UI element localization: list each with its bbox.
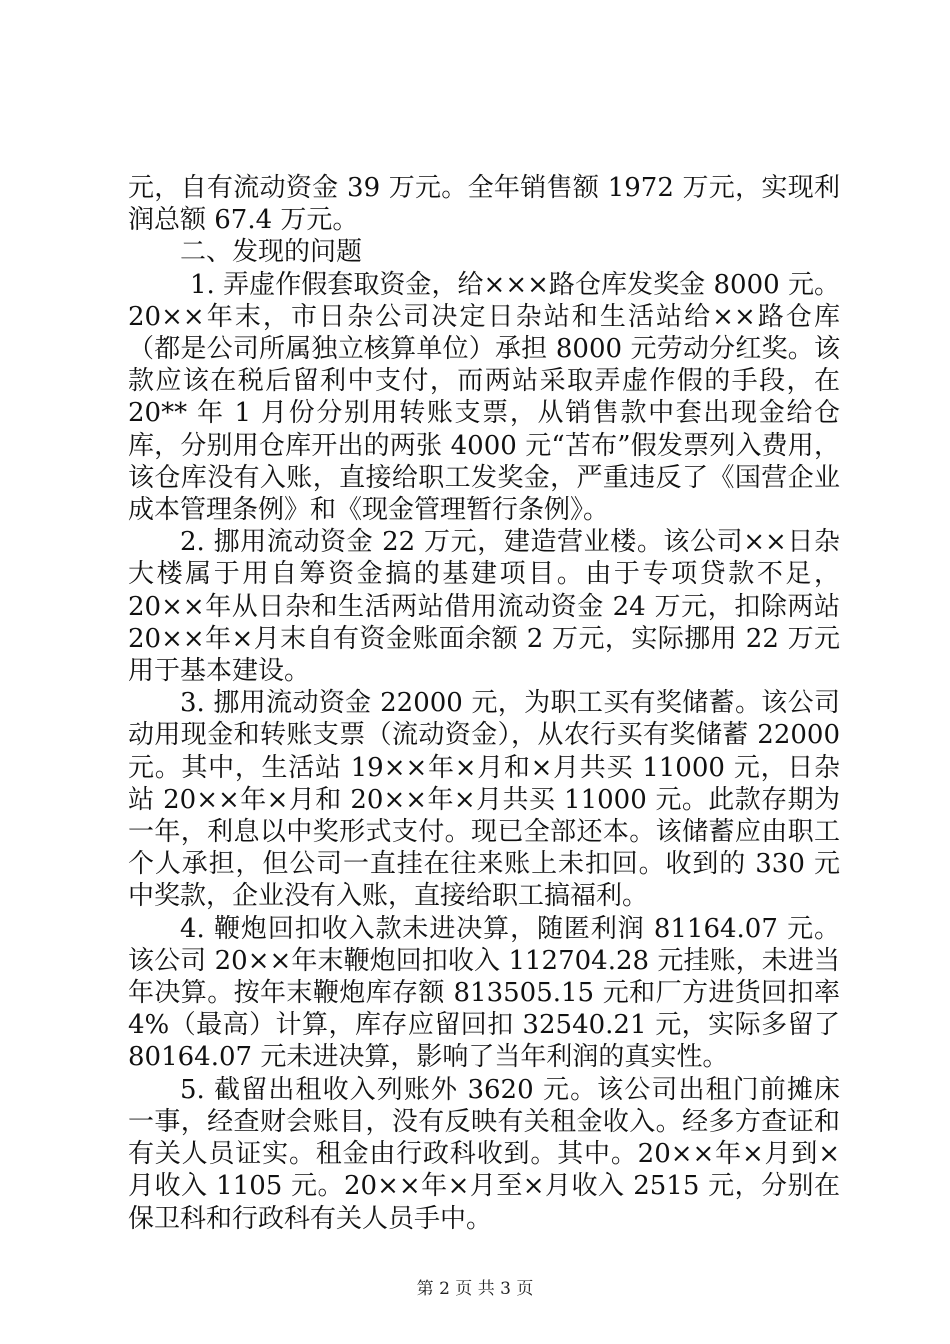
document-body <box>128 172 840 1235</box>
paragraph-issue-5: 5. 截留出租收入列账外 3620 元。该公司出租门前摊床一事，经查财会账目，没有反映有关租金收入。经多方查证和有关人员证实。租金由行政科收到。其中。20××年×月到×月收入 1105 元。20××年×月至×月收入 2515 元，分别在保卫科和行政科有关人员手中。 <box>128 1074 840 1234</box>
section-heading: 二、发现的问题 <box>180 237 363 268</box>
page-number: 第 2 页 共 3 页 <box>416 1279 534 1299</box>
paragraph-issue-1: 1. 弄虚作假套取资金，给×××路仓库发奖金 8000 元。20××年末，市日杂公司决定日杂站和生活站给××路仓库（都是公司所属独立核算单位）承担 8000 元劳动分红奖。该款应该在税后留利中支付，而两站采取弄虚作假的手段，在 20** 年 1 月份分别用转账支票，从销售款中套出现金给仓库，分别用仓库开出的两张 4000 元“苫布”假发票列入费用，该仓库没有入账，直接给职工发奖金，严重违反了《国营企业成本管理条例》和《现金管理暂行条例》。 <box>128 269 840 526</box>
paragraph-issue-3: 3. 挪用流动资金 22000 元，为职工买有奖储蓄。该公司动用现金和转账支票（流动资金），从农行买有奖储蓄 22000 元。其中，生活站 19××年×月和×月共买 11000 元，日杂站 20××年×月和 20××年×月共买 11000 元。此款存期为一年，利息以中奖形式支付。现已全部还本。该储蓄应由职工个人承担，但公司一直挂在往来账上未扣回。收到的 330 元中奖款，企业没有入账，直接给职工搞福利。 <box>128 688 840 912</box>
paragraph-continuation: 元，自有流动资金 39 万元。全年销售额 1972 万元，实现利润总额 67.4 万元。 <box>128 173 840 236</box>
paragraph-issue-4: 4. 鞭炮回扣收入款未进决算，随匿利润 81164.07 元。该公司 20××年末鞭炮回扣收入 112704.28 元挂账，未进当年决算。按年末鞭炮库存额 813505.15 元和厂方进货回扣率 4%（最高）计算，库存应留回扣 32540.21 元，实际多留了 80164.07 元未进决算，影响了当年利润的真实性。 <box>128 913 840 1073</box>
paragraph-issue-2: 2. 挪用流动资金 22 万元，建造营业楼。该公司××日杂大楼属于用自筹资金搞的基建项目。由于专项贷款不足，20××年从日杂和生活两站借用流动资金 24 万元，扣除两站 20××年×月末自有资金账面余额 2 万元，实际挪用 22 万元用于基本建设。 <box>128 527 840 687</box>
